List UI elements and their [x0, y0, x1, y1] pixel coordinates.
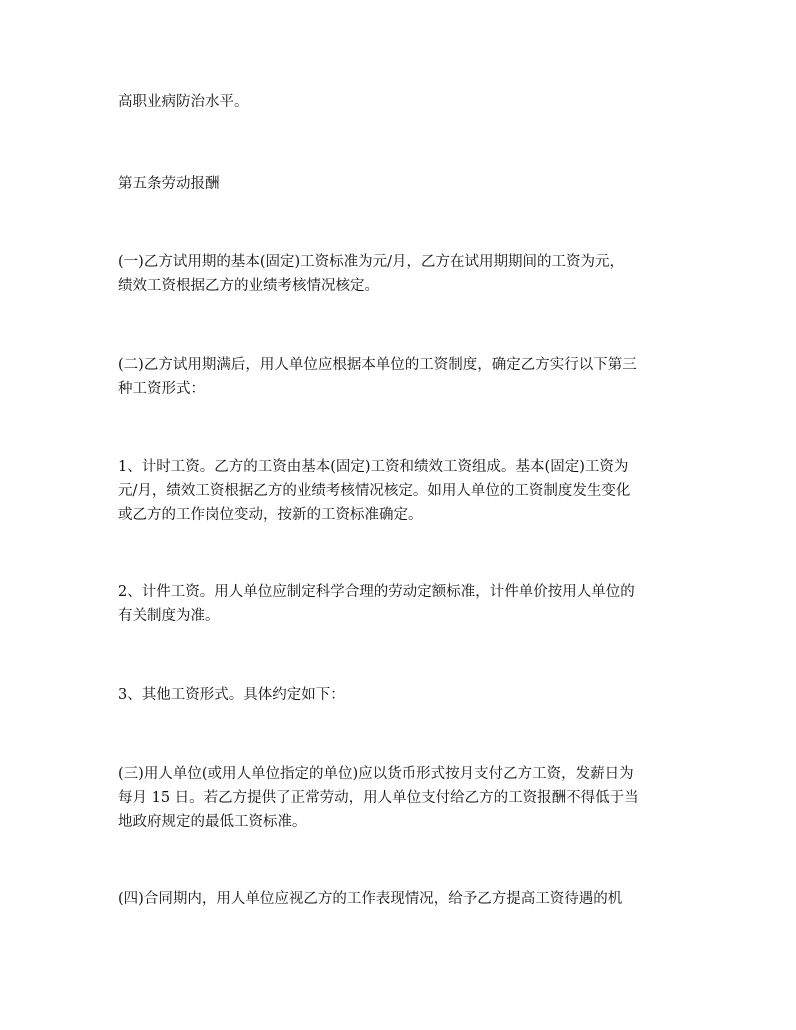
text-line: 3、其他工资形式。具体约定如下： — [118, 687, 345, 703]
text-line: 元/月，绩效工资根据乙方的业绩考核情况核定。如用人单位的工资制度发生变化 — [118, 483, 631, 499]
paragraph-after-probation — [118, 353, 688, 401]
text-line: (二)乙方试用期满后，用人单位应根据本单位的工资制度，确定乙方实行以下第三 — [118, 357, 637, 373]
text-line: (三)用人单位(或用人单位指定的单位)应以货币形式按月支付乙方工资，发薪日为 — [118, 766, 634, 782]
text-line: 2、计件工资。用人单位应制定科学合理的劳动定额标准，计件单价按用人单位的 — [118, 584, 635, 600]
paragraph-payment-method — [118, 762, 688, 834]
text-line: 或乙方的工作岗位变动，按新的工资标准确定。 — [118, 507, 423, 523]
paragraph-piece-wage — [118, 580, 688, 628]
text-line: 第五条劳动报酬 — [118, 176, 220, 192]
text-line: (四)合同期内，用人单位应视乙方的工作表现情况，给予乙方提高工资待遇的机 — [118, 891, 623, 907]
text-line: 绩效工资根据乙方的业绩考核情况核定。 — [118, 278, 379, 294]
text-line: 有关制度为准。 — [118, 608, 220, 624]
text-line: 每月 15 日。若乙方提供了正常劳动，用人单位支付给乙方的工资报酬不得低于当 — [118, 790, 639, 806]
text-line: 高职业病防治水平。 — [118, 94, 249, 110]
section-heading-labor-remuneration — [118, 172, 688, 196]
paragraph-probation-salary — [118, 250, 688, 298]
paragraph-occupational-disease — [118, 90, 688, 114]
text-line: 种工资形式： — [118, 381, 205, 397]
paragraph-time-wage — [118, 455, 688, 527]
paragraph-salary-raise — [118, 887, 688, 911]
text-line: 地政府规定的最低工资标准。 — [118, 814, 307, 830]
paragraph-other-wage — [118, 683, 688, 707]
text-line: 1、计时工资。乙方的工资由基本(固定)工资和绩效工资组成。基本(固定)工资为 — [118, 459, 629, 475]
text-line: (一)乙方试用期的基本(固定)工资标准为元/月，乙方在试用期期间的工资为元， — [118, 254, 625, 270]
